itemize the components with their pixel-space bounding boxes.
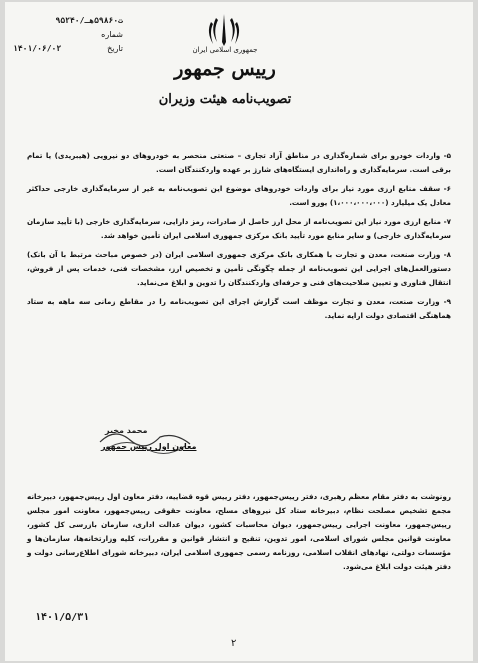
number-value: ۹۵۲۴۰/ت۵۹۸۶۰هـ — [55, 16, 123, 25]
iran-emblem-icon — [204, 12, 244, 48]
date-value: ۱۴۰۱/۰۶/۰۲ — [13, 44, 62, 53]
reference-block — [13, 14, 123, 56]
number-label-row — [13, 28, 123, 42]
date-row — [13, 42, 123, 56]
paragraph-6: ۶- سقف منابع ارزی مورد نیاز برای واردات خودروهای موضوع این تصویب‌نامه به غیر از سرمایه‌گذاری خارجی حداکثر معادل یک میلیارد (۱،۰۰۰،۰۰۰،۰۰۰) یورو است. — [27, 184, 451, 207]
republic-title: جمهوری اسلامی ایران — [192, 46, 258, 54]
paragraph-7: ۷- منابع ارزی مورد نیاز این تصویب‌نامه از محل ارز حاصل از صادرات، رمز دارایی، سرمایه‌گذاری خارجی (با تأیید سازمان سرمایه‌گذاری خارجی) و سایر منابع مورد تأیید بانک مرکزی جمهوری اسلامی ایران تأمین خواهد شد. — [27, 217, 451, 240]
closing-date: ۱۴۰۱/۵/۳۱ — [35, 612, 90, 623]
number-label: شماره — [101, 30, 123, 39]
document-page — [5, 2, 473, 661]
signatory-name: محمد مخبر — [105, 426, 148, 435]
president-title: رییس جمهور — [174, 58, 276, 80]
page-number: ۲ — [231, 638, 237, 649]
paragraph-5: ۵- واردات خودرو برای شماره‌گذاری در مناطق آزاد تجاری – صنعتی منحصر به خودروهای دو نیرویی (هیبریدی) یا تمام برقی است. سرمایه‌گذاری و راه‌اندازی ایستگاه‌های شارژ بر عهده واردکنندگان است. — [27, 151, 451, 174]
date-label: تاریخ — [107, 44, 123, 53]
number-row — [13, 14, 123, 28]
signatory-title: معاون اول رییس جمهور — [101, 442, 197, 451]
paragraph-8: ۸- وزارت صنعت، معدن و تجارت با همکاری بانک مرکزی جمهوری اسلامی ایران (در خصوص مباحث مرتبط با آن بانک) دستورالعمل‌های اجرایی این تصویب‌نامه از جمله چگونگی تأمین و تخصیص ارز، مشخصات فنی، خدمات پس از فروش، انتقال فناوری و تعیین صلاحیت‌های فنی و حرفه‌ای واردکنندگان را تدوین و ابلاغ می‌نماید. — [27, 250, 451, 287]
decree-body — [27, 149, 451, 328]
copy-distribution: رونوشت به دفتر مقام معظم رهبری، دفتر رییس‌جمهور، دفتر رییس قوه قضاییه، دفتر معاون اول رییس‌جمهور، دبیرخانه مجمع تشخیص مصلحت نظام، دبیرخانه ستاد کل نیروهای مسلح، معاونت حقوقی رییس‌جمهور، معاونت امور مجلس رییس‌جمهور، معاونت اجرایی رییس‌جمهور، دیوان محاسبات کشور، دیوان عدالت اداری، سازمان بازرسی کل کشور، معاونت قوانین مجلس شورای اسلامی، امور تدوین، تنقیح و انتشار قوانین و مقررات، کلیه وزارتخانه‌ها، سازمان‌ها و مؤسسات دولتی، نهادهای انقلاب اسلامی، روزنامه رسمی جمهوری اسلامی ایران، دبیرخانه شورای اطلاع‌رسانی دولت و دفتر هیئت دولت ابلاغ می‌شود. — [27, 492, 451, 571]
cabinet-decree-title: تصویب‌نامه هیئت وزیران — [158, 92, 292, 107]
paragraph-9: ۹- وزارت صنعت، معدن و تجارت موظف است گزارش اجرای این تصویب‌نامه را در مقاطع زمانی سه ماهه به ستاد هماهنگی اقتصادی دولت ارایه نماید. — [27, 297, 451, 320]
